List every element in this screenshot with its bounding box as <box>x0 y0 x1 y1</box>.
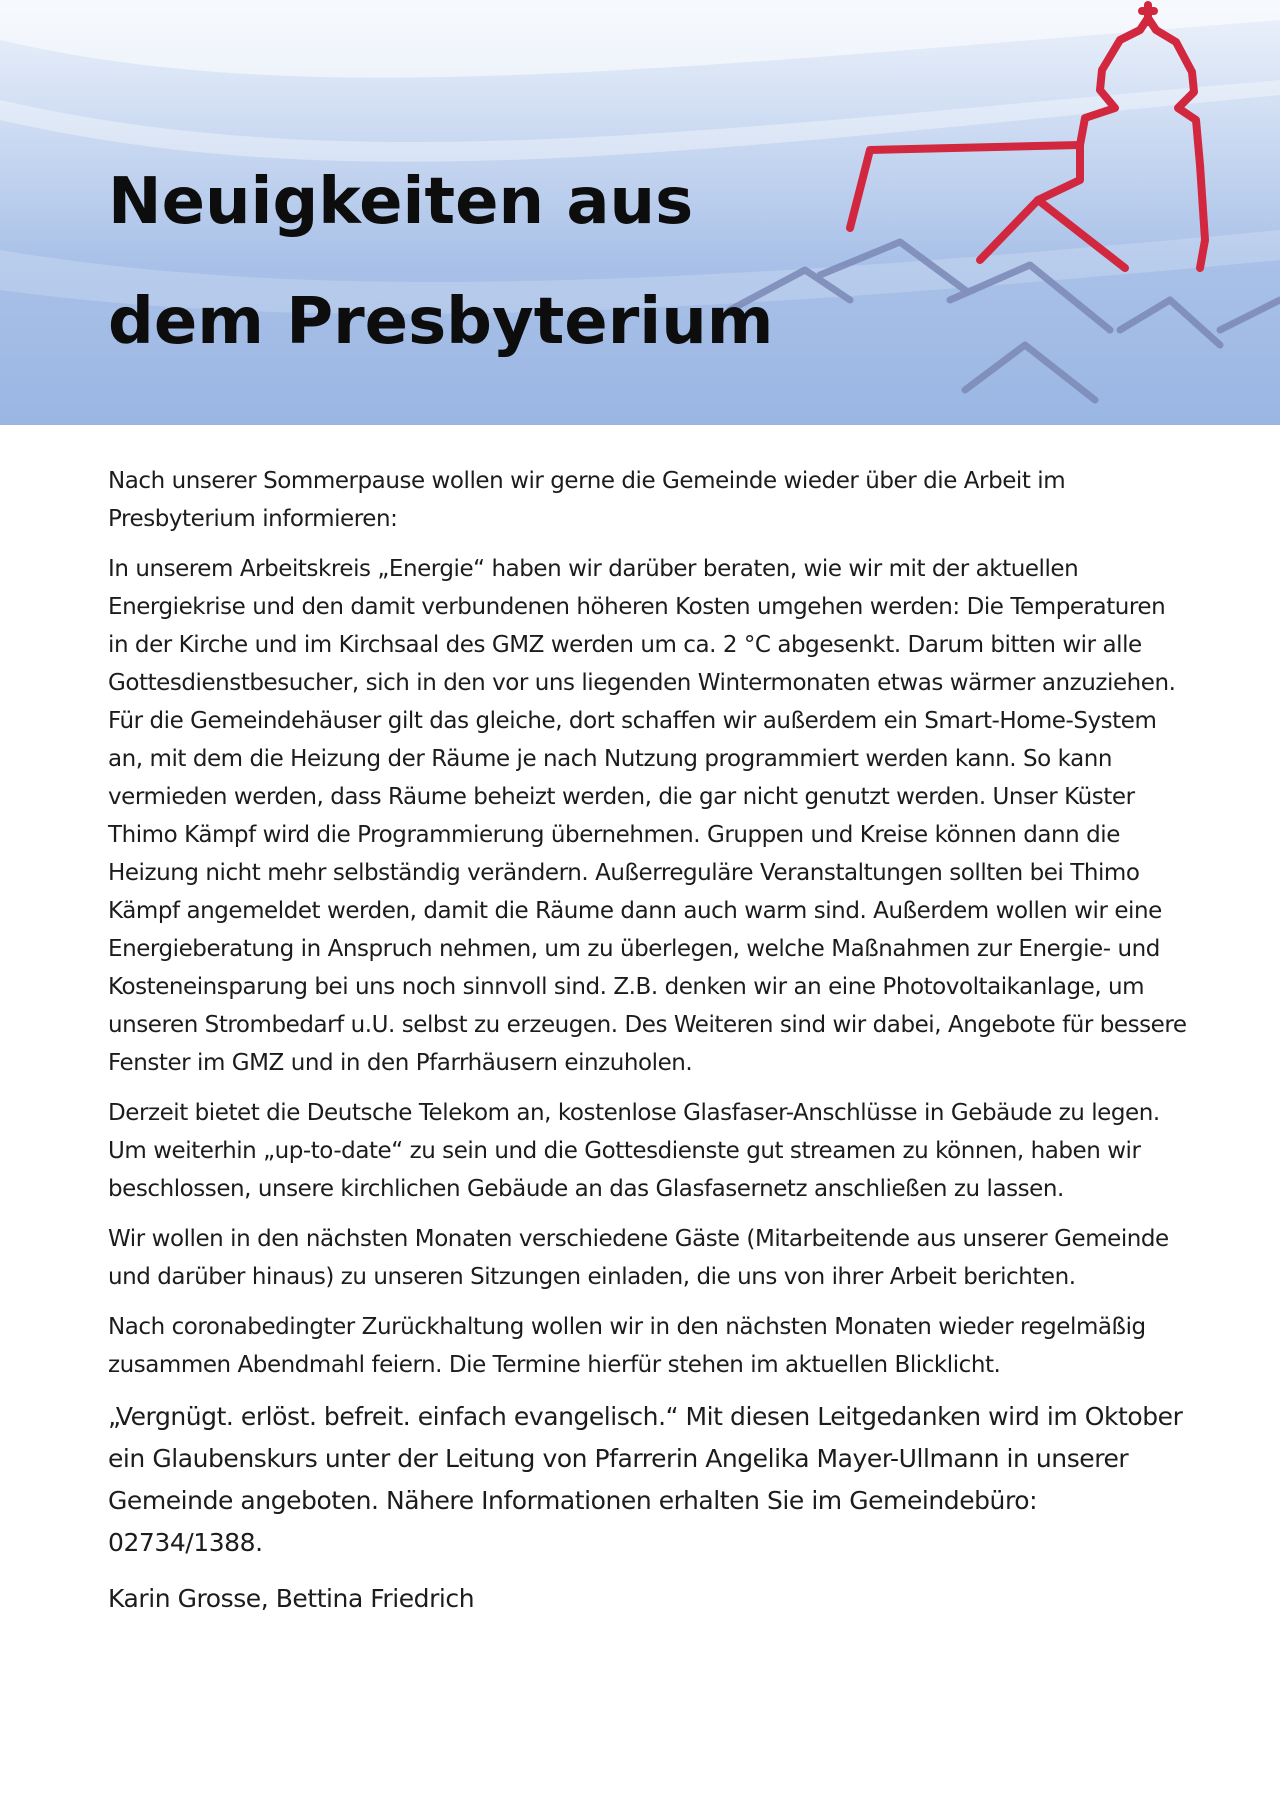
page-title-line-1: Neuigkeiten aus <box>108 165 694 239</box>
church-roof-logo-icon <box>700 0 1280 425</box>
page-title-line-2: dem Presbyterium <box>108 285 774 359</box>
signature: Karin Grosse, Bettina Friedrich <box>108 1584 475 1613</box>
paragraph-guests: Wir wollen in den nächsten Monaten verschiedene Gäste (Mitarbeitende aus unserer Gemeinde und darüber hinaus) zu unseren Sitzungen einladen, die uns von ihrer Arbeit berichten. <box>108 1226 1169 1290</box>
page-title <box>108 142 773 382</box>
header-banner <box>0 0 1280 425</box>
paragraph-fiber: Derzeit bietet die Deutsche Telekom an, kostenlose Glasfaser-Anschlüsse in Gebäude zu legen. Um weiterhin „up-to-date“ zu sein und die Gottesdienste gut streamen zu können, haben wir beschlossen, unsere kirchlichen Gebäude an das Glasfasernetz anschließen zu lassen. <box>108 1100 1160 1202</box>
article-body <box>108 462 1188 1620</box>
paragraph-energy: In unserem Arbeitskreis „Energie“ haben wir darüber beraten, wie wir mit der aktuellen Energiekrise und den damit verbundenen höheren Kosten umgehen werden: Die Temperaturen in der Kirche und im Kirchsaal des GMZ werden um ca. 2 °C abgesenkt. Darum bitten wir alle Gottesdienstbesucher, sich in den vor uns liegenden Wintermonaten etwas wärmer anzuziehen. Für die Gemeindehäuser gilt das gleiche, dort schaffen wir außerdem ein Smart-Home-System an, mit dem die Heizung der Räume je nach Nutzung programmiert werden kann. So kann vermieden werden, dass Räume beheizt werden, die gar nicht genutzt werden. Unser Küster Thimo Kämpf wird die Programmierung übernehmen. Gruppen und Kreise können dann die Heizung nicht mehr selbständig verändern. Außerreguläre Veranstaltungen sollten bei Thimo Kämpf angemeldet werden, damit die Räume dann auch warm sind. Außerdem wollen wir eine Energieberatung in Anspruch nehmen, um zu überlegen, welche Maßnahmen zur Energie- und Kosteneinsparung bei uns noch sinnvoll sind. Z.B. denken wir an eine Photovoltaikanlage, um unseren Strombedarf u.U. selbst zu erzeugen. Des Weiteren sind wir dabei, Angebote für bessere Fenster im GMZ und in den Pfarrhäusern einzuholen. <box>108 556 1187 1076</box>
paragraph-intro: Nach unserer Sommerpause wollen wir gerne die Gemeinde wieder über die Arbeit im Presbyterium informieren: <box>108 468 1066 532</box>
paragraph-communion: Nach coronabedingter Zurückhaltung wollen wir in den nächsten Monaten wieder regelmäßig zusammen Abendmahl feiern. Die Termine hierfür stehen im aktuellen Blicklicht. <box>108 1314 1146 1378</box>
paragraph-faith-course: „Vergnügt. erlöst. befreit. einfach evangelisch.“ Mit diesen Leitgedanken wird im Oktober ein Glaubenskurs unter der Leitung von Pfarrerin Angelika Mayer-Ullmann in unserer Gemeinde angeboten. Nähere Informationen erhalten Sie im Gemeindebüro: 02734/1388. <box>108 1402 1183 1557</box>
